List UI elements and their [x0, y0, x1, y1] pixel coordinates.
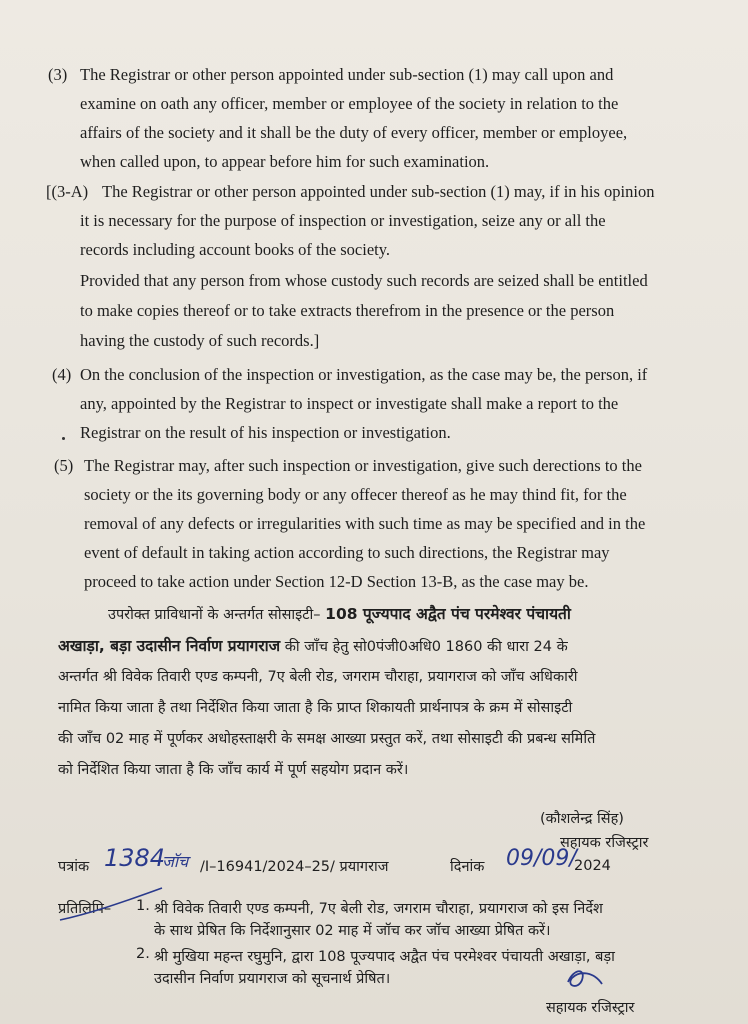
order-line	[108, 602, 571, 624]
copy-label: प्रतिलिपि–	[58, 901, 112, 917]
text-line: when called upon, to appear before him for such examination.	[80, 152, 490, 171]
section-number: (5)	[54, 456, 74, 475]
copy-item-number: 1.	[136, 898, 150, 914]
signatory-designation: सहायक रजिस्ट्रार	[560, 835, 649, 851]
text-line: Registrar on the result of his inspection or investigation.	[80, 423, 451, 442]
order-text: उपरोक्त प्राविधानों के अन्तर्गत सोसाइटी–	[108, 607, 326, 623]
date-label: दिनांक	[450, 859, 485, 875]
text-line: proceed to take action under Section 12-D Section 13-B, as the case may be.	[84, 572, 589, 591]
text-line: Provided that any person from whose custody such records are seized shall be entitled	[80, 271, 648, 290]
handwritten-date: 09/09/	[506, 846, 577, 871]
text-line: removal of any defects or irregularities with such time as may be specified and in the	[84, 514, 646, 533]
text-line: The Registrar or other person appointed under sub-section (1) may call upon and	[80, 65, 614, 84]
text-line: The Registrar or other person appointed under sub-section (1) may, if in his opinion	[102, 182, 655, 201]
text-line: affairs of the society and it shall be the duty of every officer, member or employee,	[80, 123, 628, 142]
copy-item-text: उदासीन निर्वाण प्रयागराज को सूचनार्थ प्रेषित।	[154, 971, 391, 987]
society-name: 108 पूज्यपाद अद्वैत पंच परमेश्वर पंचायती	[325, 605, 571, 623]
reference-code: /I–16941/2024–25/ प्रयागराज	[200, 859, 389, 875]
text-line: having the custody of such records.]	[80, 331, 320, 350]
pen-stroke	[58, 884, 168, 924]
order-line: को निर्देशित किया जाता है कि जाँच कार्य में पूर्ण सहयोग प्रदान करें।	[58, 762, 409, 778]
copy-item-text: के साथ प्रेषित कि निर्देशानुसार 02 माह में जॉच कर जॉच आख्या प्रेषित करें।	[154, 923, 551, 939]
text-line: records including account books of the society.	[80, 240, 391, 259]
handwritten-letter-number: 1384	[104, 844, 166, 872]
order-text: की जाँच हेतु सो0पंजी0अधि0 1860 की धारा 24 के	[280, 639, 568, 655]
order-line: नामित किया जाता है तथा निर्देशित किया जाता है कि प्राप्त शिकायती प्रार्थनापत्र के क्रम में सोसाइटी	[58, 700, 573, 716]
order-line: की जाँच 02 माह में पूर्णकर अधोहस्ताक्षरी के समक्ष आख्या प्रस्तुत करें, तथा सोसाइटी की प्रबन्ध समिति	[58, 731, 596, 747]
copy-item-number: 2.	[136, 946, 150, 962]
order-line	[58, 634, 568, 656]
text-line: any, appointed by the Registrar to inspect or investigate shall make a report to the	[80, 394, 619, 413]
copy-item-text: श्री विवेक तिवारी एण्ड कम्पनी, 7ए बेली रोड, जगराम चौराहा, प्रयागराज को इस निर्देश	[154, 901, 603, 917]
reference-label: पत्रांक	[58, 859, 90, 875]
section-number: [(3-A)	[46, 182, 89, 201]
footer-designation: सहायक रजिस्ट्रार	[546, 1000, 635, 1016]
date-year: 2024	[574, 858, 611, 874]
text-line: it is necessary for the purpose of inspection or investigation, seize any or all the	[80, 211, 606, 230]
society-name-cont: अखाड़ा, बड़ा उदासीन निर्वाण प्रयागराज	[58, 637, 281, 655]
initials-signature	[560, 962, 610, 994]
text-line: to make copies thereof or to take extracts therefrom in the presence or the person	[80, 301, 615, 320]
text-line: society or the its governing body or any offecer thereof as he may thind fit, for the	[84, 485, 627, 504]
text-line: event of default in taking action according to such directions, the Registrar may	[84, 543, 610, 562]
text-line: examine on oath any officer, member or employee of the society in relation to the	[80, 94, 619, 113]
order-line: अन्तर्गत श्री विवेक तिवारी एण्ड कम्पनी, 7ए बेली रोड, जगराम चौराहा, प्रयागराज को जाँच अधिकारी	[58, 669, 578, 685]
handwritten-mark: जॉच	[162, 852, 189, 871]
stray-mark	[62, 437, 65, 440]
copy-item-text: श्री मुखिया महन्त रघुमुनि, द्वारा 108 पूज्यपाद अद्वैत पंच परमेश्वर पंचायती अखाड़ा, बड़ा	[154, 949, 615, 965]
signatory-name: (कौशलेन्द्र सिंह)	[540, 811, 624, 827]
section-number: (4)	[52, 365, 72, 384]
text-line: On the conclusion of the inspection or investigation, as the case may be, the person, if	[80, 365, 648, 384]
section-number: (3)	[48, 65, 68, 84]
text-line: The Registrar may, after such inspection or investigation, give such derections to the	[84, 456, 642, 475]
